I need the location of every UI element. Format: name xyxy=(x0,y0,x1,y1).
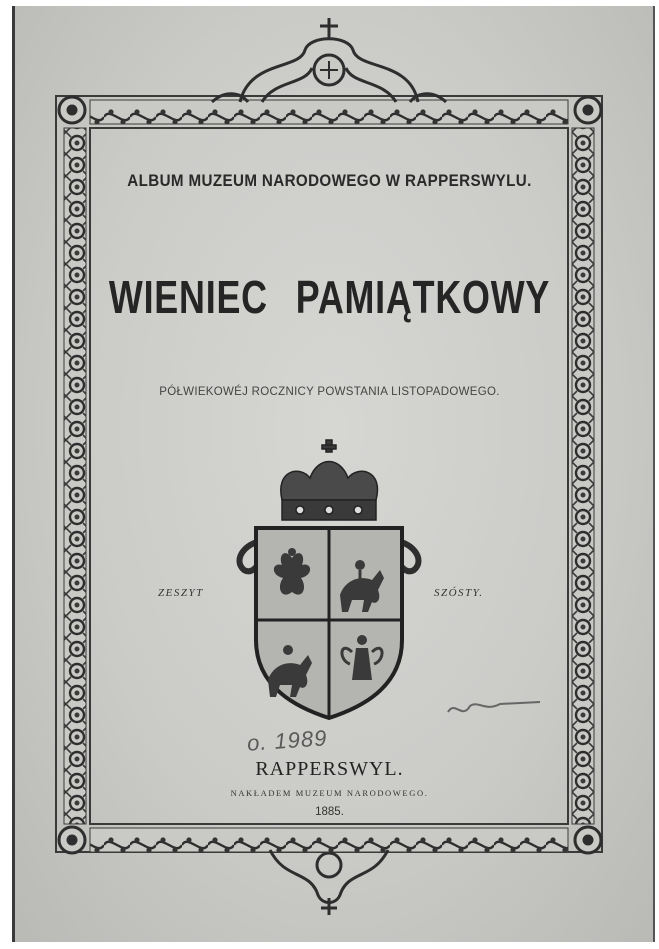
book-title: WIENIEC PAMIĄTKOWY xyxy=(108,271,551,323)
book-subtitle: PÓŁWIEKOWÉJ ROCZNICY POWSTANIA LISTOPADOWEGO. xyxy=(159,386,500,398)
volume-label-left: ZESZYT xyxy=(158,587,204,599)
coat-of-arms-icon xyxy=(239,440,418,718)
album-series-title: ALBUM MUZEUM NARODOWEGO W RAPPERSWYLU. xyxy=(127,172,532,190)
crown-icon xyxy=(281,440,378,520)
handwritten-shelfmark: o. 1989 xyxy=(246,725,329,756)
publication-year: 1885. xyxy=(315,806,344,818)
volume-label-right: SZÓSTY. xyxy=(434,587,484,599)
publication-place: RAPPERSWYL. xyxy=(255,758,404,780)
publisher-line: NAKŁADEM MUZEUM NARODOWEGO. xyxy=(230,788,429,798)
